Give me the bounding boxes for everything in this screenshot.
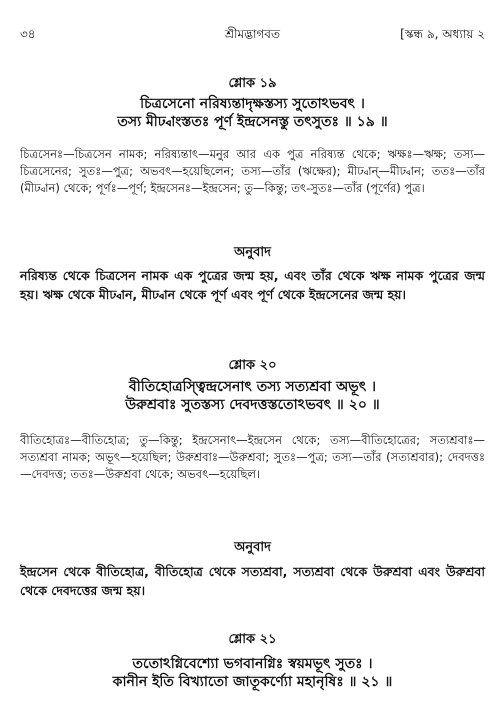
verse-heading-19: শ্লোক ১৯ xyxy=(228,76,277,91)
synonyms-19: চিত্রসেনঃ—চিত্রসেন নামক; নরিষ্যন্তাৎ—মনুর আর এক পুত্র নরিষ্যন্ত থেকে; ঋক্ষঃ—ঋক্ষ; তস্য—চিত্রসেনের; সুতঃ—পুত্র; অভবৎ—হয়েছিলেন; তস্য—তাঁর (ঋক্ষের); মীঢ্বান্—মীঢ্বান; ততঃ—তাঁর (মীঢ্বান) থেকে; পূর্ণঃ—পূর্ণ; ইন্দ্রসেনঃ—ইন্দ্রসেন; তু—কিন্তু; তৎ-সুতঃ—তাঁর (পূর্ণের) পুত্র। xyxy=(20,147,485,195)
translation-19: নরিষ্যন্ত থেকে চিত্রসেন নামক এক পুত্রের জন্ম হয়, এবং তাঁর থেকে ঋক্ষ নামক পুত্রের জন্ম হয়। ঋক্ষ থেকে মীঢ্বান, মীঢ্বান থেকে পূর্ণ এবং পূর্ণ থেকে ইন্দ্রসেনের জন্ম হয়। xyxy=(20,268,485,302)
verse-line: তস্য মীঢ্বাংস্ততঃ পূর্ণ ইন্দ্রসেনস্তু তৎসুতঃ ॥ ১৯ ॥ xyxy=(117,114,388,130)
verse-heading-20: শ্লোক ২০ xyxy=(228,358,277,373)
synonyms-20: বীতিহোত্রঃ—বীতিহোত্র; তু—কিন্তু; ইন্দ্রসেনাৎ—ইন্দ্রসেন থেকে; তস্য—বীতিহোত্রের; সত্যশ্রবাঃ—সত্যশ্রবা নামক; অভূৎ—হয়েছিল; উরুশ্রবাঃ—উরুশ্রবা; সুতঃ—পুত্র; তস্য—তাঁর (সত্যশ্রবার); দেবদত্তঃ—দেবদত্ত; ততঃ—উরুশ্রবা থেকে; অভবৎ—হয়েছিল। xyxy=(20,433,485,481)
translation-20: ইন্দ্রসেন থেকে বীতিহোত্র, বীতিহোত্র থেকে সত্যশ্রবা, সত্যশ্রবা থেকে উরুশ্রবা এবং উরুশ্রবা থেকে দেবদত্তের জন্ম হয়। xyxy=(20,564,485,598)
page-number: ৩৪ xyxy=(20,27,36,41)
page-header xyxy=(20,26,485,44)
verse-line: কানীন ইতি বিখ্যাতো জাতূকর্ণ্যো মহানৃষিঃ ॥ ২১ ॥ xyxy=(112,674,393,690)
verse-text-20 xyxy=(20,378,485,414)
verse-line: চিত্রসেনো নরিষ্যন্তাদৃক্ষস্তস্য সুতোঽভবৎ । xyxy=(140,96,365,112)
verse-text-21 xyxy=(20,655,485,691)
chapter-reference: [স্কন্ধ ৯, অধ্যায় ২ xyxy=(400,27,485,41)
translation-heading-20: অনুবাদ xyxy=(234,540,271,555)
verse-line: বীতিহোত্রস্ত্বিন্দ্রসেনাৎ তস্য সত্যশ্রবা অভূৎ । xyxy=(128,379,377,395)
verse-line: উরুশ্রবাঃ সুতস্তস্য দেবদত্তস্ততোঽভবৎ ॥ ২০ ॥ xyxy=(125,397,380,413)
verse-line: ততোঽগ্নিবেশ্যো ভগবানগ্নিঃ স্বয়মভূৎ সুতঃ । xyxy=(132,656,373,672)
verse-text-19 xyxy=(20,95,485,131)
translation-heading-19: অনুবাদ xyxy=(234,245,271,260)
book-title: শ্রীমদ্ভাগবত xyxy=(224,27,280,41)
verse-heading-21: শ্লোক ২১ xyxy=(228,632,277,647)
